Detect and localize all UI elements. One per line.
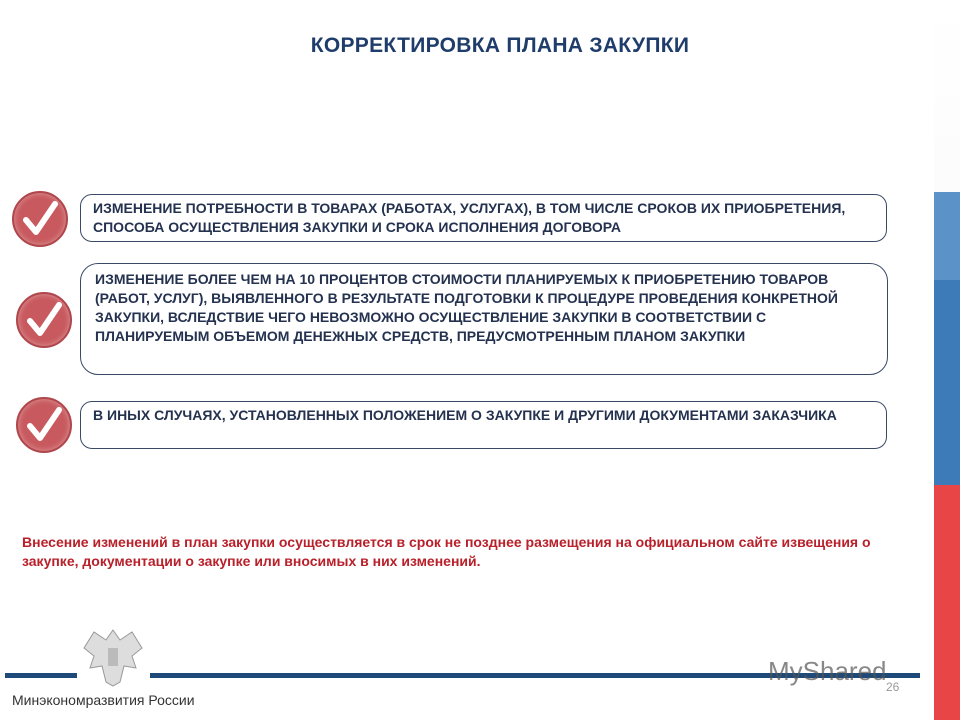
condition-box-3: В ИНЫХ СЛУЧАЯХ, УСТАНОВЛЕННЫХ ПОЛОЖЕНИЕМ О ЗАКУПКЕ И ДРУГИМИ ДОКУМЕНТАМИ ЗАКАЗЧИКА bbox=[80, 401, 887, 449]
check-icon bbox=[16, 397, 72, 453]
footer-line bbox=[5, 673, 77, 678]
coat-of-arms-icon bbox=[80, 626, 146, 688]
slide-title: КОРРЕКТИРОВКА ПЛАНА ЗАКУПКИ bbox=[310, 34, 690, 57]
condition-box-2: ИЗМЕНЕНИЕ БОЛЕЕ ЧЕМ НА 10 ПРОЦЕНТОВ СТОИМОСТИ ПЛАНИРУЕМЫХ К ПРИОБРЕТЕНИЮ ТОВАРОВ (РАБОТ, УСЛУГ), ВЫЯВЛЕННОГО В РЕЗУЛЬТАТЕ ПОДГОТОВКИ К ПРОЦЕДУРЕ ПРОВЕДЕНИЯ КОНКРЕТНОЙ ЗАКУПКИ, ВСЛЕДСТВИЕ ЧЕГО НЕВОЗМОЖНО ОСУЩЕСТВЛЕНИЕ ЗАКУПКИ В СООТВЕТСТВИИ С ПЛАНИРУЕМЫМ ОБЪЕМОМ ДЕНЕЖНЫХ СРЕДСТВ, ПРЕДУСМОТРЕННЫМ ПЛАНОМ ЗАКУПКИ bbox=[80, 263, 888, 375]
flag-stripe bbox=[934, 0, 960, 720]
page-number: 26 bbox=[886, 680, 900, 694]
condition-box-1: ИЗМЕНЕНИЕ ПОТРЕБНОСТИ В ТОВАРАХ (РАБОТАХ, УСЛУГАХ), В ТОМ ЧИСЛЕ СРОКОВ ИХ ПРИОБРЕТЕНИЯ, СПОСОБА ОСУЩЕСТВЛЕНИЯ ЗАКУПКИ И СРОКА ИСПОЛНЕНИЯ ДОГОВОРА bbox=[80, 194, 887, 242]
ministry-name: Минэкономразвития России bbox=[12, 692, 195, 708]
deadline-note: Внесение изменений в план закупки осуществляется в срок не позднее размещения на официальном сайте извещения о закупке, документации о закупке или вносимых в них изменений. bbox=[22, 534, 871, 569]
watermark: MyShared bbox=[768, 656, 887, 686]
check-icon bbox=[16, 292, 72, 348]
check-icon bbox=[12, 191, 68, 247]
